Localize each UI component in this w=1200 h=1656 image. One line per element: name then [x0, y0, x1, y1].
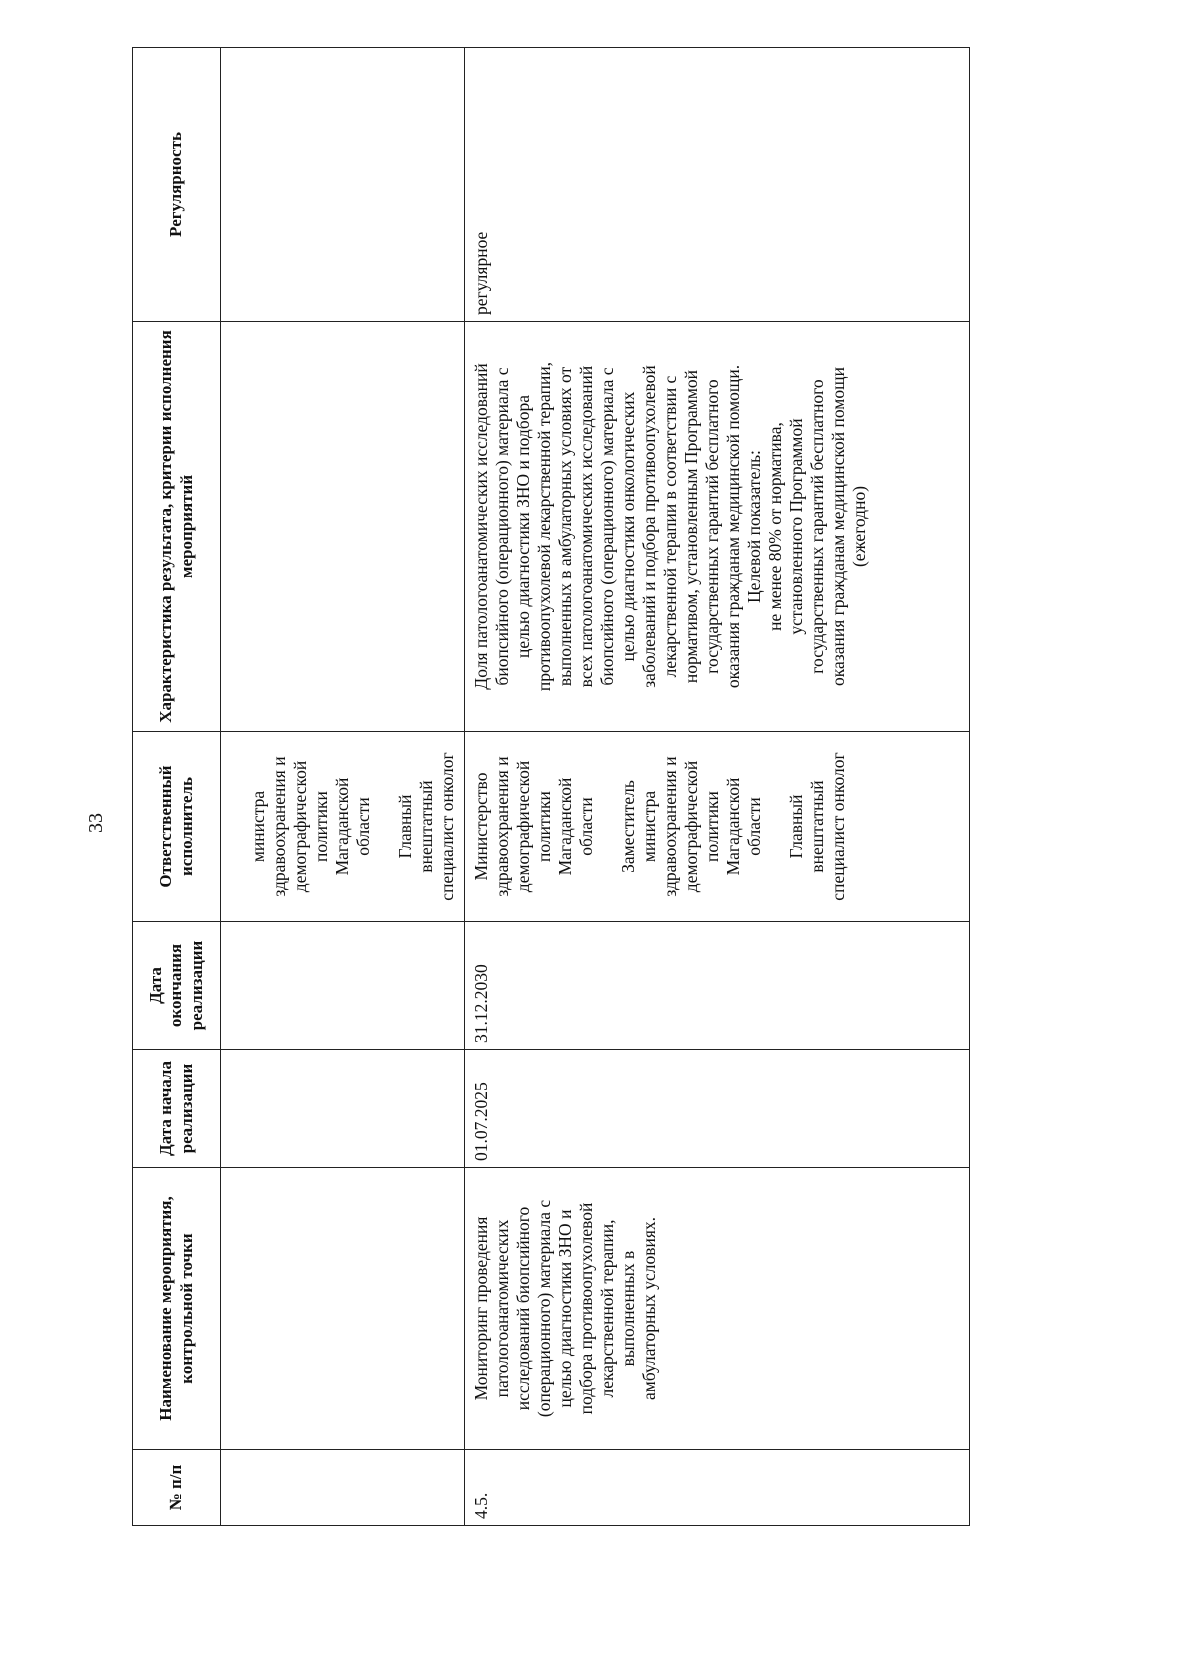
- cell-num: [221, 1450, 465, 1526]
- cell-name: Мониторинг проведения патологоанатомических исследований биопсийного (операционного) материала с целью диагностики ЗНО и подбора противоопухолевой лекарственной терапии, выполненных в амбулаторных условиях.: [465, 1168, 970, 1450]
- cell-responsible: Министерство здравоохранения и демографической политики Магаданской области Заместитель министра здравоохранения и демографической политики Магаданской области Главный внештатный специалист онколог: [465, 732, 970, 922]
- header-result: Характеристика результата, критерии исполнения мероприятий: [133, 322, 221, 732]
- header-name: Наименование мероприятия, контрольной точки: [133, 1168, 221, 1450]
- cell-end: 31.12.2030: [465, 922, 970, 1050]
- table-header-row: [133, 48, 221, 1526]
- header-num: № п/п: [133, 1450, 221, 1526]
- page-number: 33: [85, 813, 107, 833]
- header-responsible: Ответственный исполнитель: [133, 732, 221, 922]
- table-row: [221, 48, 465, 1526]
- plan-table-wrapper: [132, 48, 970, 1526]
- table-row: [465, 48, 970, 1526]
- cell-start: [221, 1050, 465, 1168]
- cell-regularity: регулярное: [465, 48, 970, 322]
- cell-num: 4.5.: [465, 1450, 970, 1526]
- cell-end: [221, 922, 465, 1050]
- cell-name: [221, 1168, 465, 1450]
- cell-result: [221, 322, 465, 732]
- cell-result: Доля патологоанатомических исследований биопсийного (операционного) материала с целью диагностики ЗНО и подбора противоопухолевой лекарственной терапии, выполненных в амбулаторных условиях от всех патологоанатомических исследований биопсийного (операционного) материала с целью диагностики онкологических заболеваний и подбора противоопухолевой лекарственной терапии в соответствии с нормативом, установленным Программой государственных гарантий бесплатного оказания гражданам медицинской помощи. Целевой показатель: не менее 80% от норматива, установленного Программой государственных гарантий бесплатного оказания гражданам медицинской помощи (ежегодно): [465, 322, 970, 732]
- plan-table: [132, 47, 970, 1526]
- header-end: Дата окончания реализации: [133, 922, 221, 1050]
- header-regularity: Регулярность: [133, 48, 221, 322]
- cell-responsible: министра здравоохранения и демографической политики Магаданской области Главный внештатный специалист онколог: [221, 732, 465, 922]
- cell-start: 01.07.2025: [465, 1050, 970, 1168]
- header-start: Дата начала реализации: [133, 1050, 221, 1168]
- cell-regularity: [221, 48, 465, 322]
